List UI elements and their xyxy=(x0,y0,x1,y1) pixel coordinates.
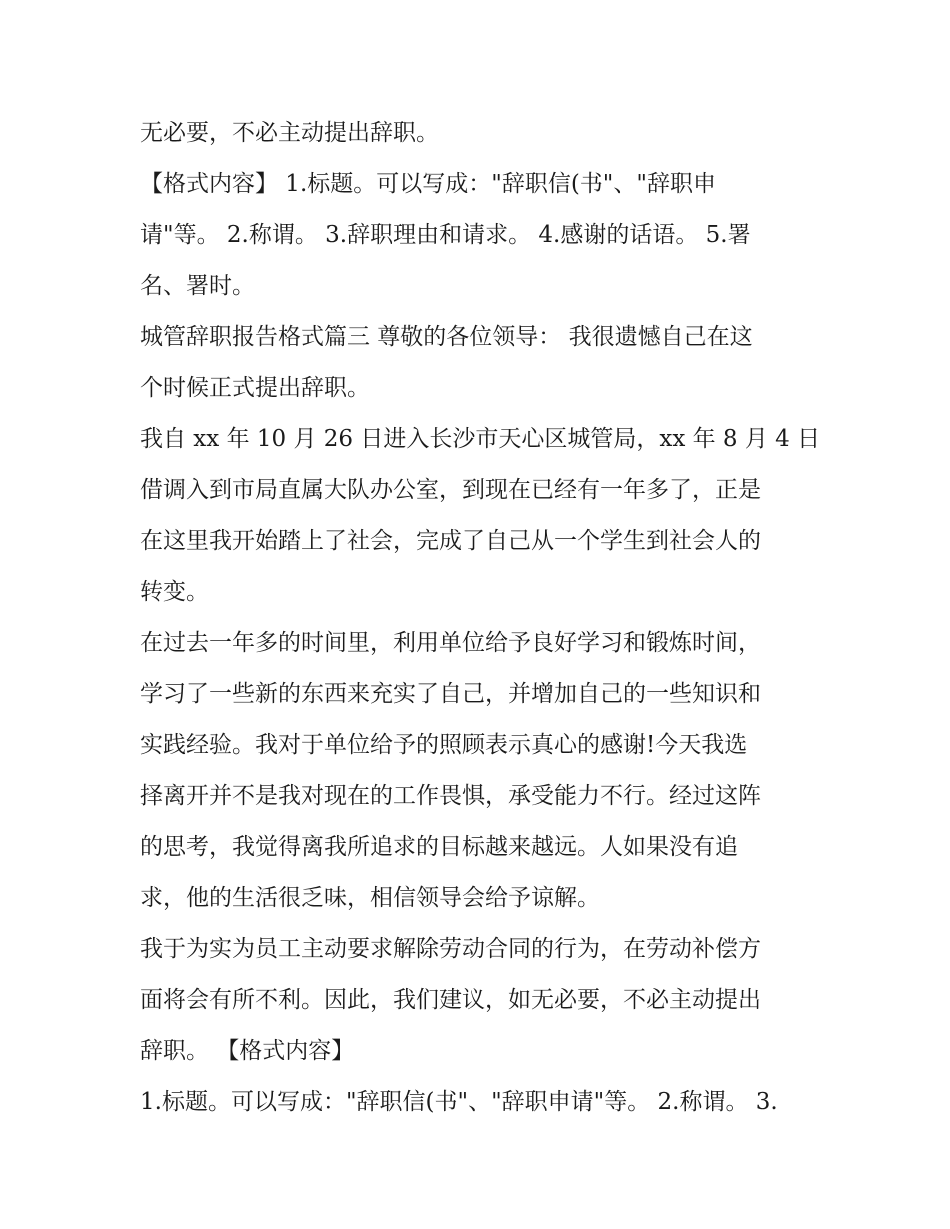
text-line: 的思考，我觉得离我所追求的目标越来越远。人如果没有追 xyxy=(140,834,738,860)
text-line: 学习了一些新的东西来充实了自己，并增加自己的一些知识和 xyxy=(140,681,761,707)
document-body xyxy=(140,108,830,1128)
text-line: 求，他的生活很乏味，相信领导会给予谅解。 xyxy=(140,885,600,911)
text-line: 名、署时。 xyxy=(140,273,255,299)
text-line: 借调入到市局直属大队办公室，到现在已经有一年多了，正是 xyxy=(140,477,761,503)
text-line: 个时候正式提出辞职。 xyxy=(140,375,370,401)
text-line: 转变。 xyxy=(140,579,209,605)
text-line: 城管辞职报告格式篇三 尊敬的各位领导： 我很遗憾自己在这 xyxy=(140,324,753,350)
text-line: 请"等。 2.称谓。 3.辞职理由和请求。 4.感谢的话语。 5.署 xyxy=(140,222,751,248)
text-line: 【格式内容】 1.标题。可以写成："辞职信(书"、"辞职申 xyxy=(140,171,716,197)
text-line: 1.标题。可以写成："辞职信(书"、"辞职申请"等。 2.称谓。 3. xyxy=(140,1089,778,1115)
text-line: 我于为实为员工主动要求解除劳动合同的行为，在劳动补偿方 xyxy=(140,936,761,962)
text-line: 在过去一年多的时间里，利用单位给予良好学习和锻炼时间， xyxy=(140,630,761,656)
text-line: 实践经验。我对于单位给予的照顾表示真心的感谢!今天我选 xyxy=(140,732,748,758)
text-line: 在这里我开始踏上了社会，完成了自己从一个学生到社会人的 xyxy=(140,528,761,554)
text-line: 面将会有所不利。因此，我们建议，如无必要，不必主动提出 xyxy=(140,987,761,1013)
text-line: 无必要，不必主动提出辞职。 xyxy=(140,120,439,146)
text-line: 辞职。 【格式内容】 xyxy=(140,1038,355,1064)
text-line: 择离开并不是我对现在的工作畏惧，承受能力不行。经过这阵 xyxy=(140,783,761,809)
text-line: 我自 xx 年 10 月 26 日进入长沙市天心区城管局，xx 年 8 月 4 日 xyxy=(140,426,821,452)
